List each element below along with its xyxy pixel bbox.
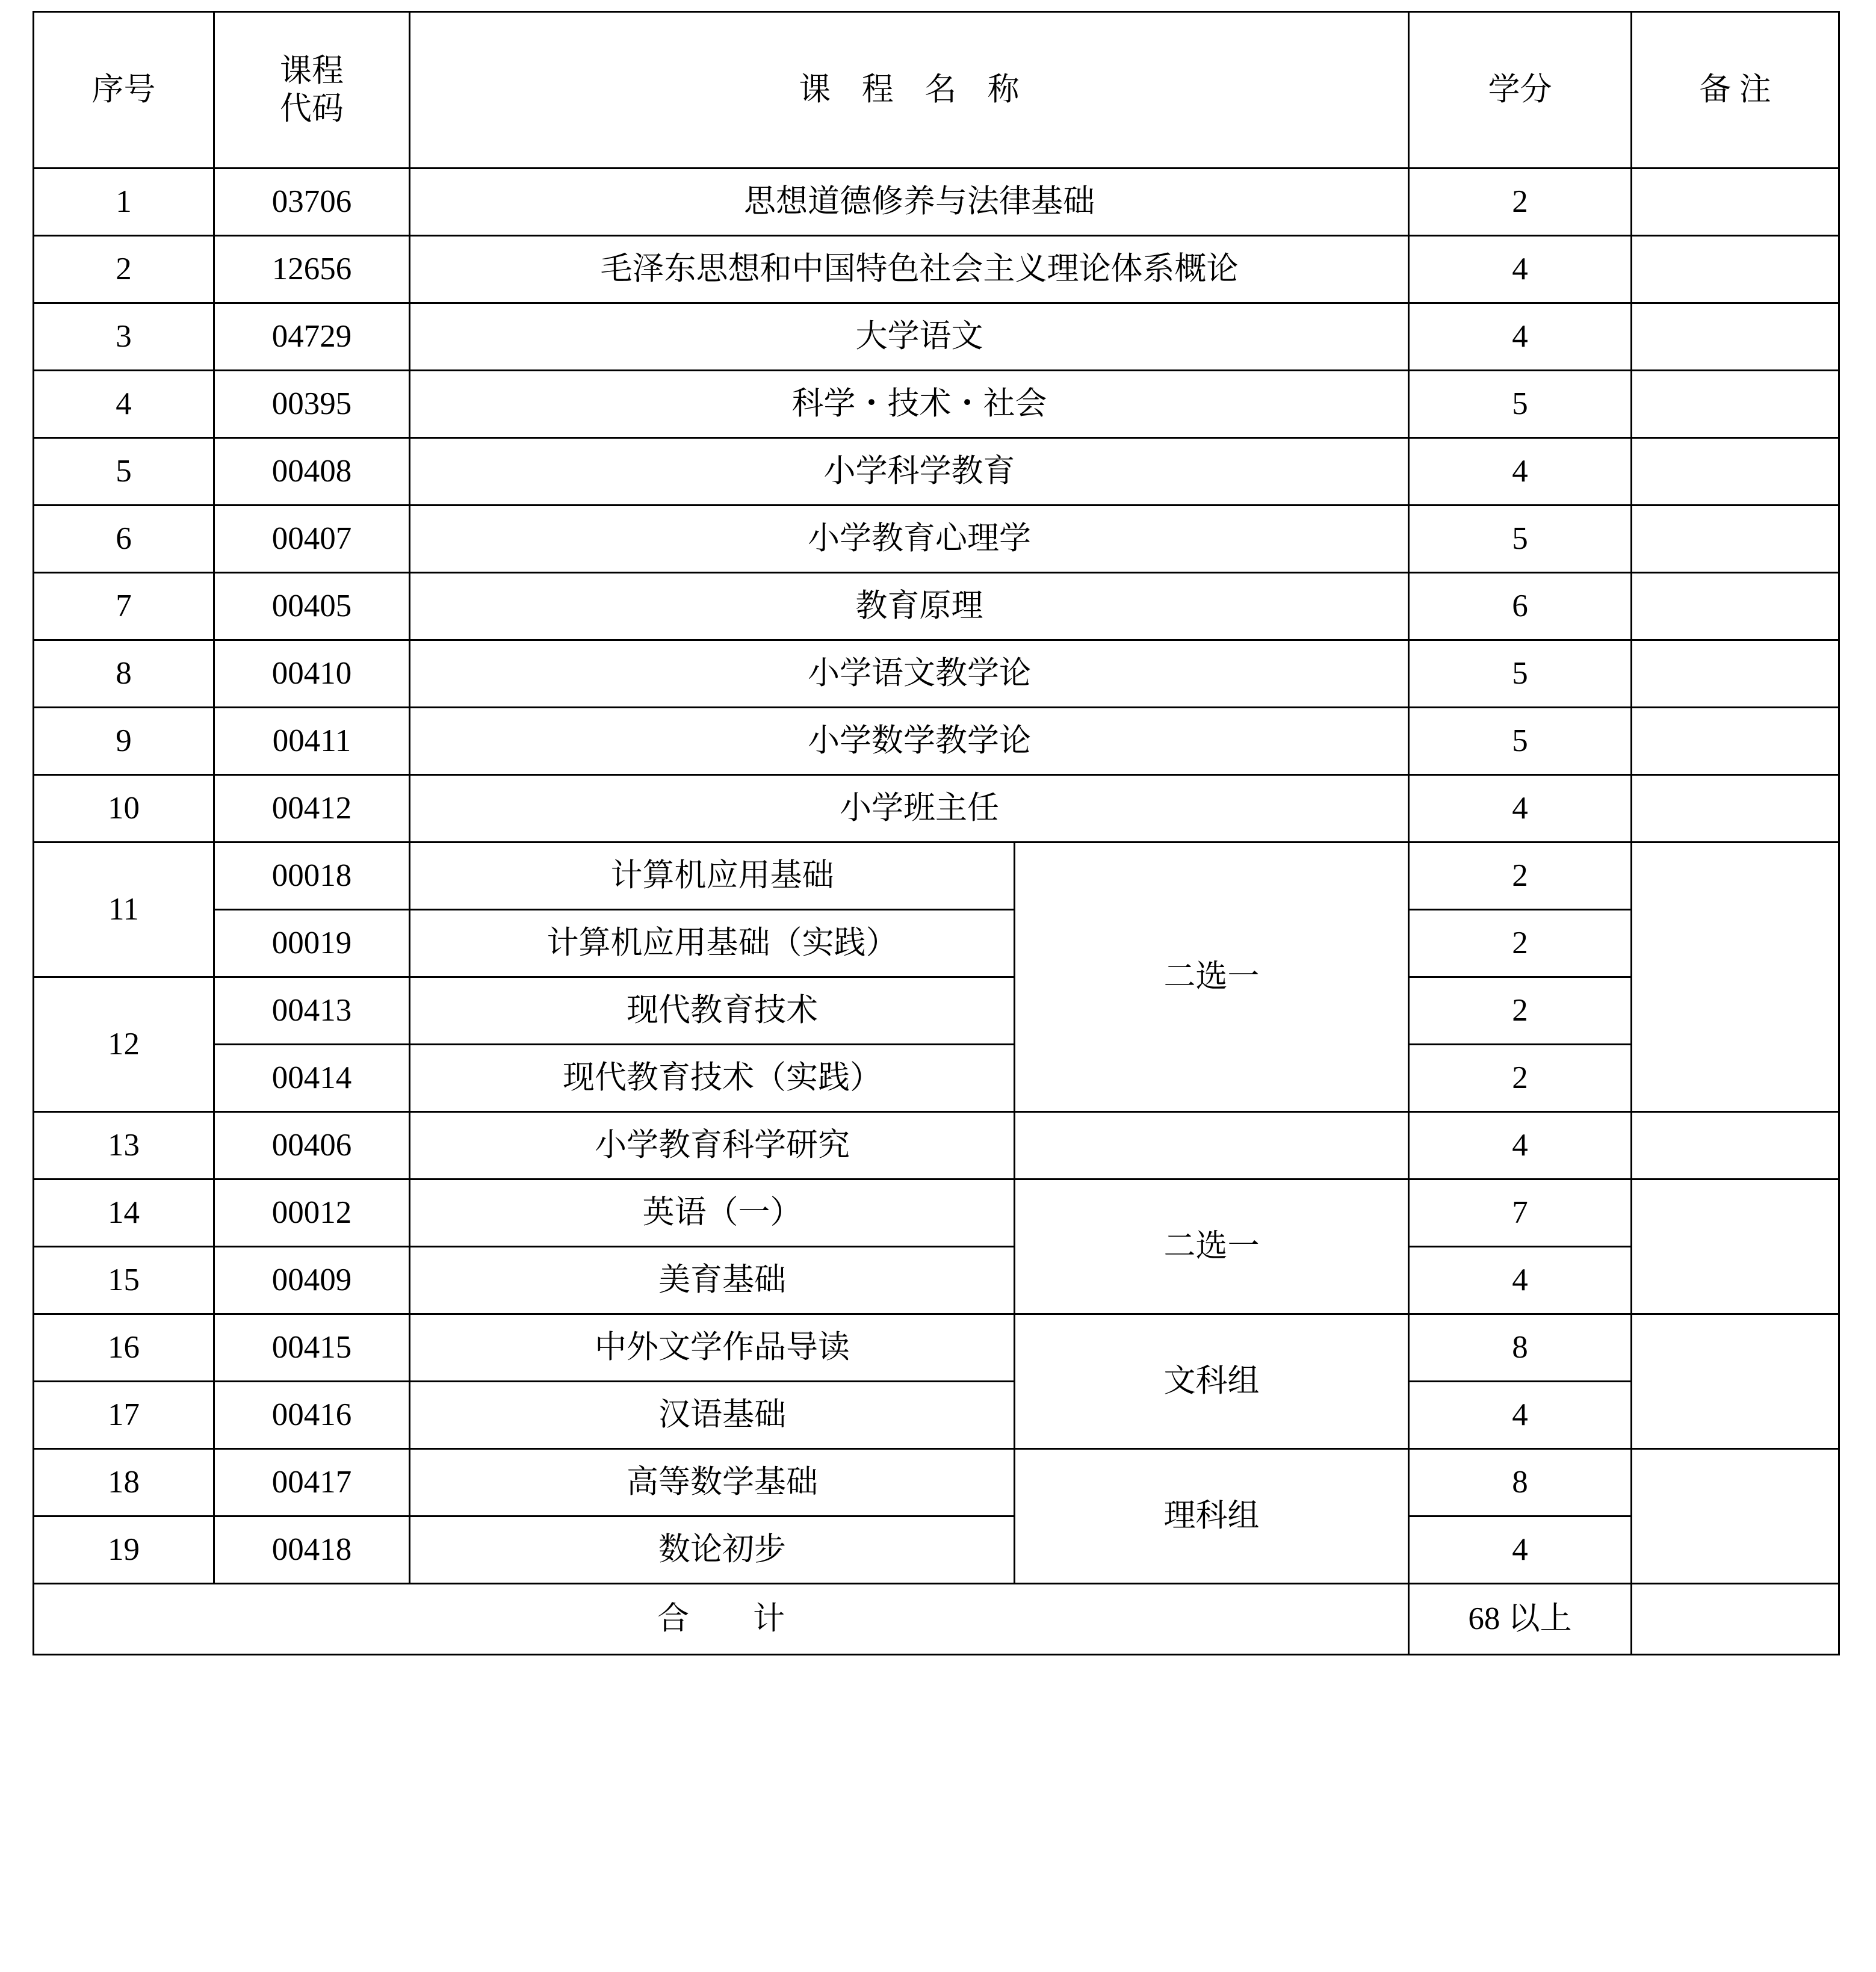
row-group: 二选一 [1015, 1179, 1409, 1314]
row-name: 计算机应用基础 [410, 842, 1015, 910]
row-remark [1632, 1179, 1839, 1314]
row-credit: 8 [1409, 1449, 1632, 1516]
row-credit: 4 [1409, 1247, 1632, 1314]
row-name: 思想道德修养与法律基础 [410, 168, 1409, 236]
row-remark [1632, 505, 1839, 573]
row-credit: 4 [1409, 236, 1632, 303]
row-no: 6 [34, 505, 214, 573]
row-credit: 4 [1409, 303, 1632, 371]
row-code: 12656 [214, 236, 410, 303]
table-row [34, 168, 1839, 236]
row-no: 14 [34, 1179, 214, 1247]
row-name: 英语（一） [410, 1179, 1015, 1247]
header-remark: 备 注 [1632, 12, 1839, 168]
row-credit: 7 [1409, 1179, 1632, 1247]
row-no: 12 [34, 977, 214, 1112]
table-row [34, 842, 1839, 910]
row-group: 理科组 [1015, 1449, 1409, 1584]
row-remark [1632, 573, 1839, 640]
row-name: 中外文学作品导读 [410, 1314, 1015, 1382]
row-credit: 2 [1409, 977, 1632, 1045]
table-row [34, 1045, 1839, 1112]
row-code: 00395 [214, 371, 410, 438]
row-name: 小学数学教学论 [410, 708, 1409, 775]
row-no: 11 [34, 842, 214, 977]
row-credit: 2 [1409, 1045, 1632, 1112]
row-code: 03706 [214, 168, 410, 236]
table-row [34, 573, 1839, 640]
row-no: 4 [34, 371, 214, 438]
header-course-code-line1: 课程 [280, 53, 344, 88]
row-code: 00019 [214, 910, 410, 977]
row-remark [1632, 708, 1839, 775]
row-code: 00012 [214, 1179, 410, 1247]
table-row [34, 303, 1839, 371]
row-name: 数论初步 [410, 1516, 1015, 1584]
table-row [34, 371, 1839, 438]
row-credit: 5 [1409, 371, 1632, 438]
row-credit: 2 [1409, 168, 1632, 236]
row-credit: 5 [1409, 640, 1632, 708]
row-no: 13 [34, 1112, 214, 1179]
table-row [34, 977, 1839, 1045]
row-no: 7 [34, 573, 214, 640]
row-credit: 4 [1409, 438, 1632, 505]
row-remark [1632, 438, 1839, 505]
row-code: 00018 [214, 842, 410, 910]
row-code: 00405 [214, 573, 410, 640]
row-group: 二选一 [1015, 842, 1409, 1112]
row-name: 小学班主任 [410, 775, 1409, 842]
row-code: 00410 [214, 640, 410, 708]
row-code: 00407 [214, 505, 410, 573]
row-credit: 8 [1409, 1314, 1632, 1382]
row-code: 00415 [214, 1314, 410, 1382]
row-no: 15 [34, 1247, 214, 1314]
table-row [34, 1314, 1839, 1382]
row-code: 00413 [214, 977, 410, 1045]
row-name: 小学教育心理学 [410, 505, 1409, 573]
table-row [34, 1112, 1839, 1179]
table-total-row [34, 1584, 1839, 1655]
row-remark [1632, 1112, 1839, 1179]
total-label: 合 计 [34, 1584, 1409, 1655]
row-name: 汉语基础 [410, 1382, 1015, 1449]
row-no: 3 [34, 303, 214, 371]
row-remark [1632, 1449, 1839, 1584]
header-course-code-line2: 代码 [280, 91, 344, 126]
row-name: 教育原理 [410, 573, 1409, 640]
table-row [34, 1179, 1839, 1247]
row-no: 8 [34, 640, 214, 708]
total-remark [1632, 1584, 1839, 1655]
table-row [34, 438, 1839, 505]
row-code: 00412 [214, 775, 410, 842]
row-credit: 4 [1409, 775, 1632, 842]
row-code: 00417 [214, 1449, 410, 1516]
table-row [34, 775, 1839, 842]
table-row [34, 1382, 1839, 1449]
row-code: 00406 [214, 1112, 410, 1179]
row-name: 大学语文 [410, 303, 1409, 371]
table-row [34, 640, 1839, 708]
total-credit: 68 以上 [1409, 1584, 1632, 1655]
table-header-row [34, 12, 1839, 168]
row-name: 科学・技术・社会 [410, 371, 1409, 438]
header-course-name: 课 程 名 称 [410, 12, 1409, 168]
row-no: 2 [34, 236, 214, 303]
row-no: 1 [34, 168, 214, 236]
row-no: 10 [34, 775, 214, 842]
row-code: 00409 [214, 1247, 410, 1314]
row-name: 美育基础 [410, 1247, 1015, 1314]
row-code: 00408 [214, 438, 410, 505]
row-credit: 2 [1409, 910, 1632, 977]
row-credit: 6 [1409, 573, 1632, 640]
header-credit: 学分 [1409, 12, 1632, 168]
row-no: 5 [34, 438, 214, 505]
row-code: 00411 [214, 708, 410, 775]
header-no: 序号 [34, 12, 214, 168]
table-row [34, 505, 1839, 573]
row-name: 小学语文教学论 [410, 640, 1409, 708]
table-row [34, 236, 1839, 303]
row-remark [1632, 1314, 1839, 1449]
row-remark [1632, 168, 1839, 236]
table-row [34, 1247, 1839, 1314]
table-row [34, 1516, 1839, 1584]
row-remark [1632, 640, 1839, 708]
row-credit: 2 [1409, 842, 1632, 910]
row-code: 00414 [214, 1045, 410, 1112]
row-name: 小学教育科学研究 [410, 1112, 1015, 1179]
row-credit: 4 [1409, 1112, 1632, 1179]
table-row [34, 1449, 1839, 1516]
row-no: 16 [34, 1314, 214, 1382]
row-remark [1632, 775, 1839, 842]
row-remark [1632, 236, 1839, 303]
row-no: 18 [34, 1449, 214, 1516]
row-name: 小学科学教育 [410, 438, 1409, 505]
row-credit: 5 [1409, 505, 1632, 573]
row-name: 计算机应用基础（实践） [410, 910, 1015, 977]
row-name: 高等数学基础 [410, 1449, 1015, 1516]
header-course-code [214, 12, 410, 168]
row-code: 00418 [214, 1516, 410, 1584]
table-row [34, 910, 1839, 977]
row-group [1015, 1112, 1409, 1179]
row-no: 9 [34, 708, 214, 775]
row-group: 文科组 [1015, 1314, 1409, 1449]
row-remark [1632, 371, 1839, 438]
row-no: 17 [34, 1382, 214, 1449]
row-name: 毛泽东思想和中国特色社会主义理论体系概论 [410, 236, 1409, 303]
row-credit: 5 [1409, 708, 1632, 775]
course-plan-table [33, 11, 1840, 1655]
row-name: 现代教育技术 [410, 977, 1015, 1045]
row-credit: 4 [1409, 1382, 1632, 1449]
row-name: 现代教育技术（实践） [410, 1045, 1015, 1112]
table-row [34, 708, 1839, 775]
row-code: 00416 [214, 1382, 410, 1449]
row-remark [1632, 303, 1839, 371]
row-code: 04729 [214, 303, 410, 371]
row-remark [1632, 842, 1839, 1112]
row-credit: 4 [1409, 1516, 1632, 1584]
row-no: 19 [34, 1516, 214, 1584]
